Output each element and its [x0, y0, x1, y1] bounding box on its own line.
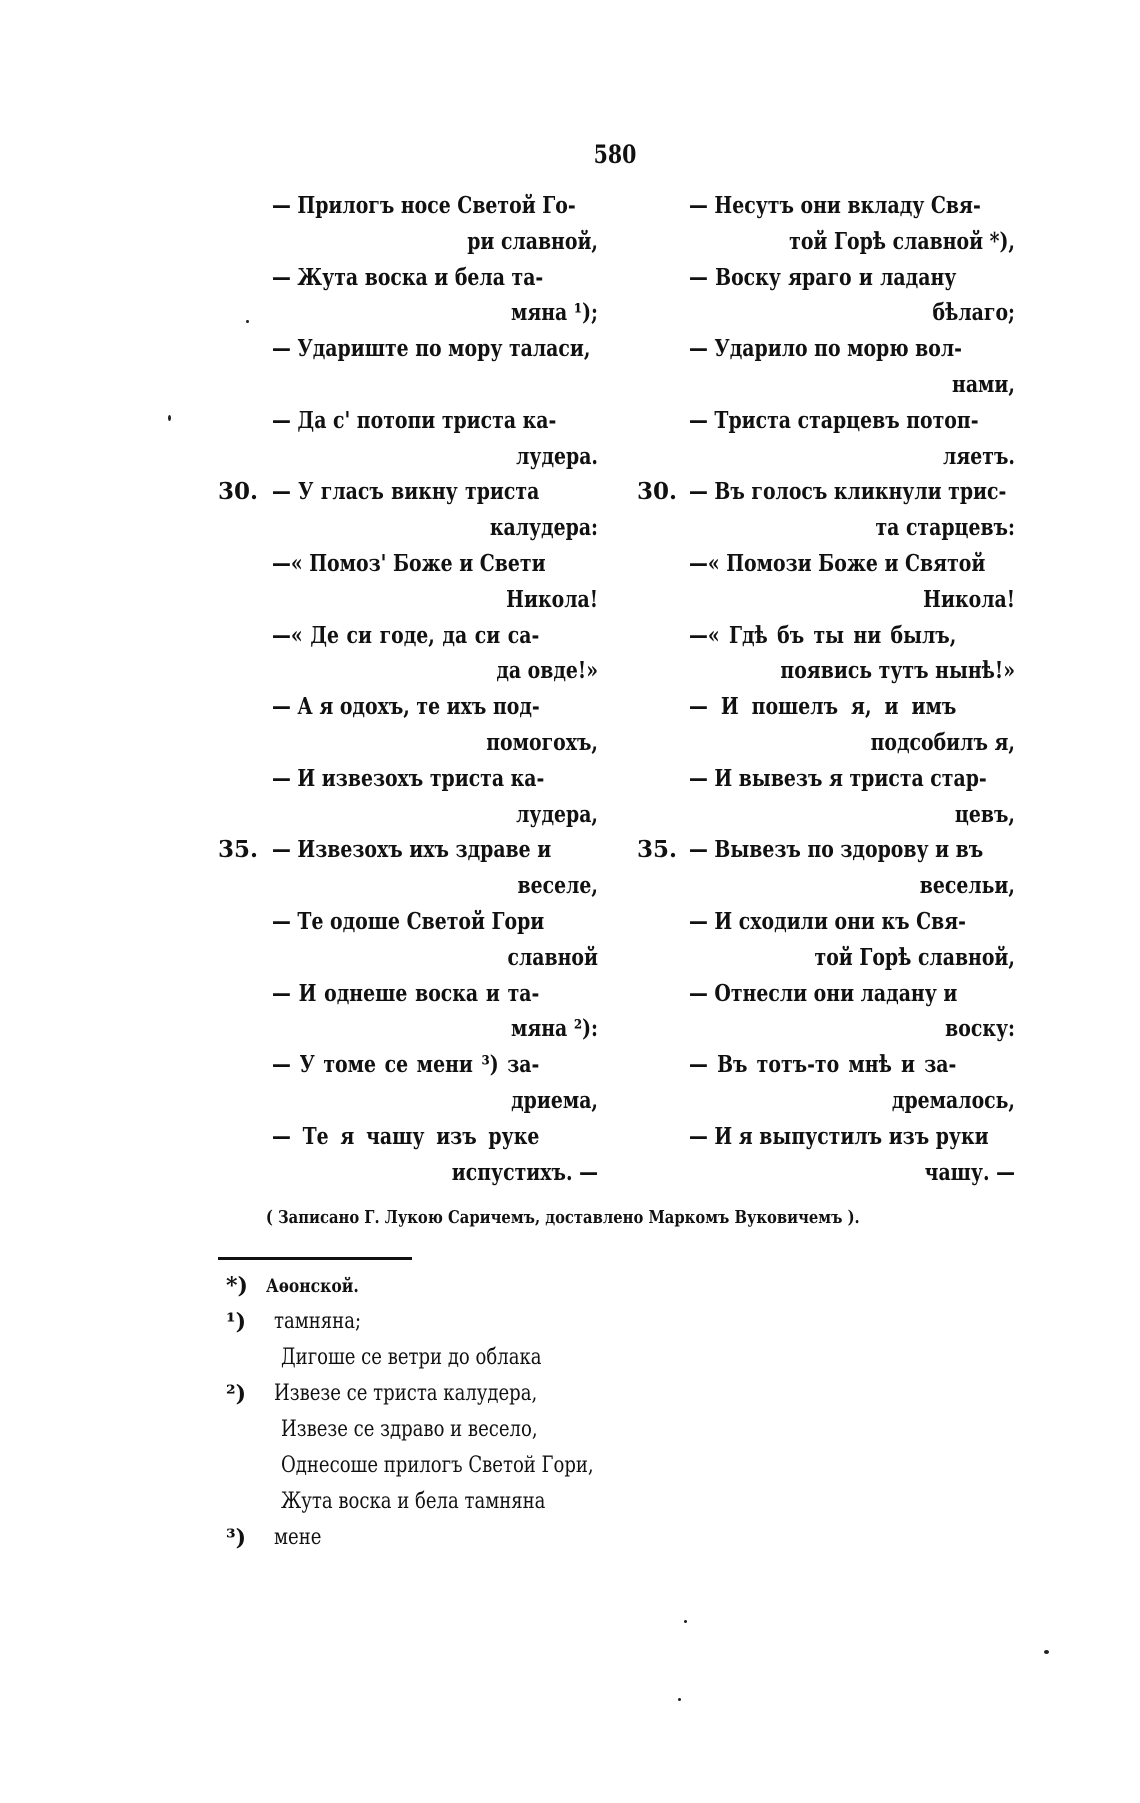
verse-text: — Извезохъ ихъ здраве и	[272, 836, 552, 864]
verse-line	[625, 260, 1015, 296]
verse-text: — И вывезъ я триста стар-	[689, 764, 987, 792]
verse-line	[625, 188, 1015, 224]
footnote-line	[226, 1304, 826, 1340]
verse-text: чашу. —	[924, 1158, 1015, 1186]
verse-line	[625, 1083, 1015, 1119]
footnote-marker: ²)	[226, 1381, 247, 1407]
verse-line	[218, 295, 598, 331]
verse-text: — Отнесли они ладану и	[689, 979, 958, 1007]
verse-text: мяна ¹);	[510, 299, 598, 327]
verse-line	[625, 653, 1015, 689]
verse-text: славной	[507, 943, 598, 971]
verse-text: — И однеше воска и та-	[272, 979, 540, 1007]
verse-text: помогохъ,	[486, 728, 598, 756]
verse-text: воску:	[945, 1015, 1015, 1043]
verse-line	[218, 510, 598, 546]
verse-text: — И сходили они къ Свя-	[689, 907, 967, 935]
verse-text: Никола!	[923, 585, 1015, 613]
verse-line	[218, 904, 598, 940]
verse-text: подсобилъ я,	[870, 728, 1015, 756]
verse-text: — Удариште по мору таласи,	[272, 335, 591, 363]
verse-text: бѣлаго;	[932, 299, 1015, 327]
verse-text: лудера,	[516, 800, 598, 828]
verse-line	[625, 1011, 1015, 1047]
verse-line	[218, 403, 598, 439]
verse-line	[625, 224, 1015, 260]
verse-text: лудера.	[516, 442, 598, 470]
verse-text: —« Гдѣ бъ ты ни былъ,	[689, 621, 957, 649]
print-speck	[684, 1620, 687, 1623]
verse-line	[218, 1083, 598, 1119]
footnote-line	[226, 1340, 826, 1376]
footnote-text: Извезе се здраво и весело,	[281, 1417, 538, 1442]
verse-text: мяна ²):	[510, 1015, 598, 1043]
footnote-line	[226, 1520, 826, 1556]
verse-line	[625, 546, 1015, 582]
footnote-text: Однесоше прилогъ Светой Гори,	[281, 1453, 594, 1478]
verse-line	[625, 439, 1015, 475]
verse-line	[218, 1155, 598, 1191]
verse-text: калудера:	[489, 514, 598, 542]
verse-line	[218, 725, 598, 761]
footnote-marker: ³)	[226, 1525, 247, 1551]
verse-line	[625, 367, 1015, 403]
verse-number: 35.	[218, 836, 259, 864]
verse-line	[625, 940, 1015, 976]
verse-text: — Въ тотъ-то мнѣ и за-	[689, 1051, 957, 1079]
verse-text: —« Де си годе, да си са-	[272, 621, 540, 649]
left-column-serbian	[218, 188, 598, 1190]
verse-text: нами,	[952, 370, 1015, 398]
verse-line	[218, 224, 598, 260]
footnote-text: Аѳонской.	[266, 1275, 359, 1297]
verse-text: — Жута воска и бела та-	[272, 263, 544, 291]
verse-text: — И извезохъ триста ка-	[272, 764, 545, 792]
verse-line	[625, 331, 1015, 367]
verse-text: той Горѣ славной *),	[789, 227, 1015, 255]
verse-text: дремалось,	[891, 1086, 1015, 1114]
verse-line	[625, 1119, 1015, 1155]
verse-line	[218, 940, 598, 976]
verse-line	[625, 868, 1015, 904]
verse-number: 30.	[637, 478, 678, 506]
footnote-line	[226, 1412, 826, 1448]
footnote-line	[226, 1484, 826, 1520]
print-speck	[678, 1698, 681, 1701]
verse-text: испустихъ. —	[451, 1158, 598, 1186]
verse-text: та старцевъ:	[875, 514, 1015, 542]
verse-line	[218, 653, 598, 689]
footnote-marker: *)	[226, 1273, 248, 1299]
source-caption: ( Записано Г. Лукою Саричемъ, доставлено Маркомъ Вуковичемъ ).	[265, 1207, 860, 1228]
verse-line	[625, 295, 1015, 331]
verse-text: — И я выпустилъ изъ руки	[689, 1122, 989, 1150]
verse-number: 35.	[637, 836, 678, 864]
verse-text: — У томе се мени ³) за-	[272, 1051, 540, 1079]
verse-line	[218, 761, 598, 797]
footnote-divider	[218, 1257, 412, 1260]
print-speck	[1044, 1650, 1049, 1654]
verse-text: — И пошелъ я, и имъ	[689, 693, 957, 721]
print-speck	[168, 415, 171, 421]
verse-line	[218, 1119, 598, 1155]
verse-line	[625, 582, 1015, 618]
verse-line	[625, 689, 1015, 725]
verse-number: 30.	[218, 478, 259, 506]
footnote-marker: ¹)	[226, 1309, 247, 1335]
verse-line	[218, 260, 598, 296]
verse-text: — Прилогъ носе Светой Го-	[272, 192, 576, 219]
verse-text: — Те одоше Светой Гори	[272, 907, 545, 935]
verse-text: — Въ голосъ кликнули трис-	[689, 478, 1007, 506]
print-speck	[246, 320, 249, 323]
right-column-russian	[625, 188, 1015, 1190]
footnote-line	[226, 1268, 826, 1304]
verse-text: — Ударило по морю вол-	[689, 335, 962, 363]
verse-text: да овде!»	[496, 657, 598, 685]
footnote-line	[226, 1376, 826, 1412]
verse-text: цевъ,	[954, 800, 1015, 828]
verse-line	[625, 618, 1015, 654]
verse-text: Никола!	[506, 585, 598, 613]
verse-line	[218, 1011, 598, 1047]
footnote-line	[226, 1448, 826, 1484]
verse-line	[625, 1047, 1015, 1083]
verse-line	[625, 904, 1015, 940]
footnote-text: Извезе се триста калудера,	[274, 1381, 538, 1406]
footnote-text: Жута воска и бела тамняна	[281, 1489, 546, 1514]
verse-text: ляетъ.	[943, 442, 1015, 470]
verse-line	[218, 188, 598, 224]
verse-line	[625, 976, 1015, 1012]
verse-text: — Воску яраго и ладану	[689, 263, 957, 291]
verse-text: — Да с' потопи триста ка-	[272, 406, 557, 434]
verse-text: — Несутъ они вкладу Свя-	[689, 192, 981, 219]
verse-line	[218, 868, 598, 904]
verse-text: веселе,	[517, 872, 598, 900]
verse-text: дриема,	[511, 1086, 598, 1114]
verse-text: ри славной,	[467, 227, 598, 255]
footnote-text: мене	[274, 1525, 322, 1550]
page-number: 580	[593, 140, 637, 169]
verse-line	[625, 474, 1015, 510]
verse-line	[625, 797, 1015, 833]
verse-text: той Горѣ славной,	[814, 943, 1015, 971]
verse-line	[218, 976, 598, 1012]
verse-line	[218, 1047, 598, 1083]
verse-line	[625, 761, 1015, 797]
verse-line	[625, 832, 1015, 868]
footnote-text: Дигоше се ветри до облака	[281, 1345, 542, 1370]
verse-line	[218, 797, 598, 833]
verse-text: — Триста старцевъ потоп-	[689, 406, 979, 434]
verse-text: — А я одохъ, те ихъ под-	[272, 693, 540, 721]
verse-text: — Те я чашу изъ руке	[272, 1122, 540, 1150]
verse-line	[218, 331, 598, 367]
verse-line	[218, 832, 598, 868]
footnotes	[226, 1268, 826, 1556]
verse-text: — У гласъ викну триста	[272, 478, 540, 506]
verse-line	[218, 367, 598, 403]
verse-line	[218, 439, 598, 475]
verse-text: весельи,	[919, 872, 1015, 900]
verse-line	[218, 618, 598, 654]
verse-text: появись тутъ нынѣ!»	[780, 657, 1015, 685]
verse-text: —« Помози Боже и Святой	[689, 549, 986, 577]
verse-line	[625, 1155, 1015, 1191]
verse-line	[218, 546, 598, 582]
footnote-text: тамняна;	[274, 1309, 362, 1334]
verse-line	[218, 689, 598, 725]
verse-line	[625, 510, 1015, 546]
verse-line	[625, 403, 1015, 439]
verse-line	[625, 725, 1015, 761]
verse-line	[218, 582, 598, 618]
verse-text: —« Помоз' Боже и Свети	[272, 549, 546, 577]
verse-text: — Вывезъ по здорову и въ	[689, 836, 984, 864]
verse-line	[218, 474, 598, 510]
